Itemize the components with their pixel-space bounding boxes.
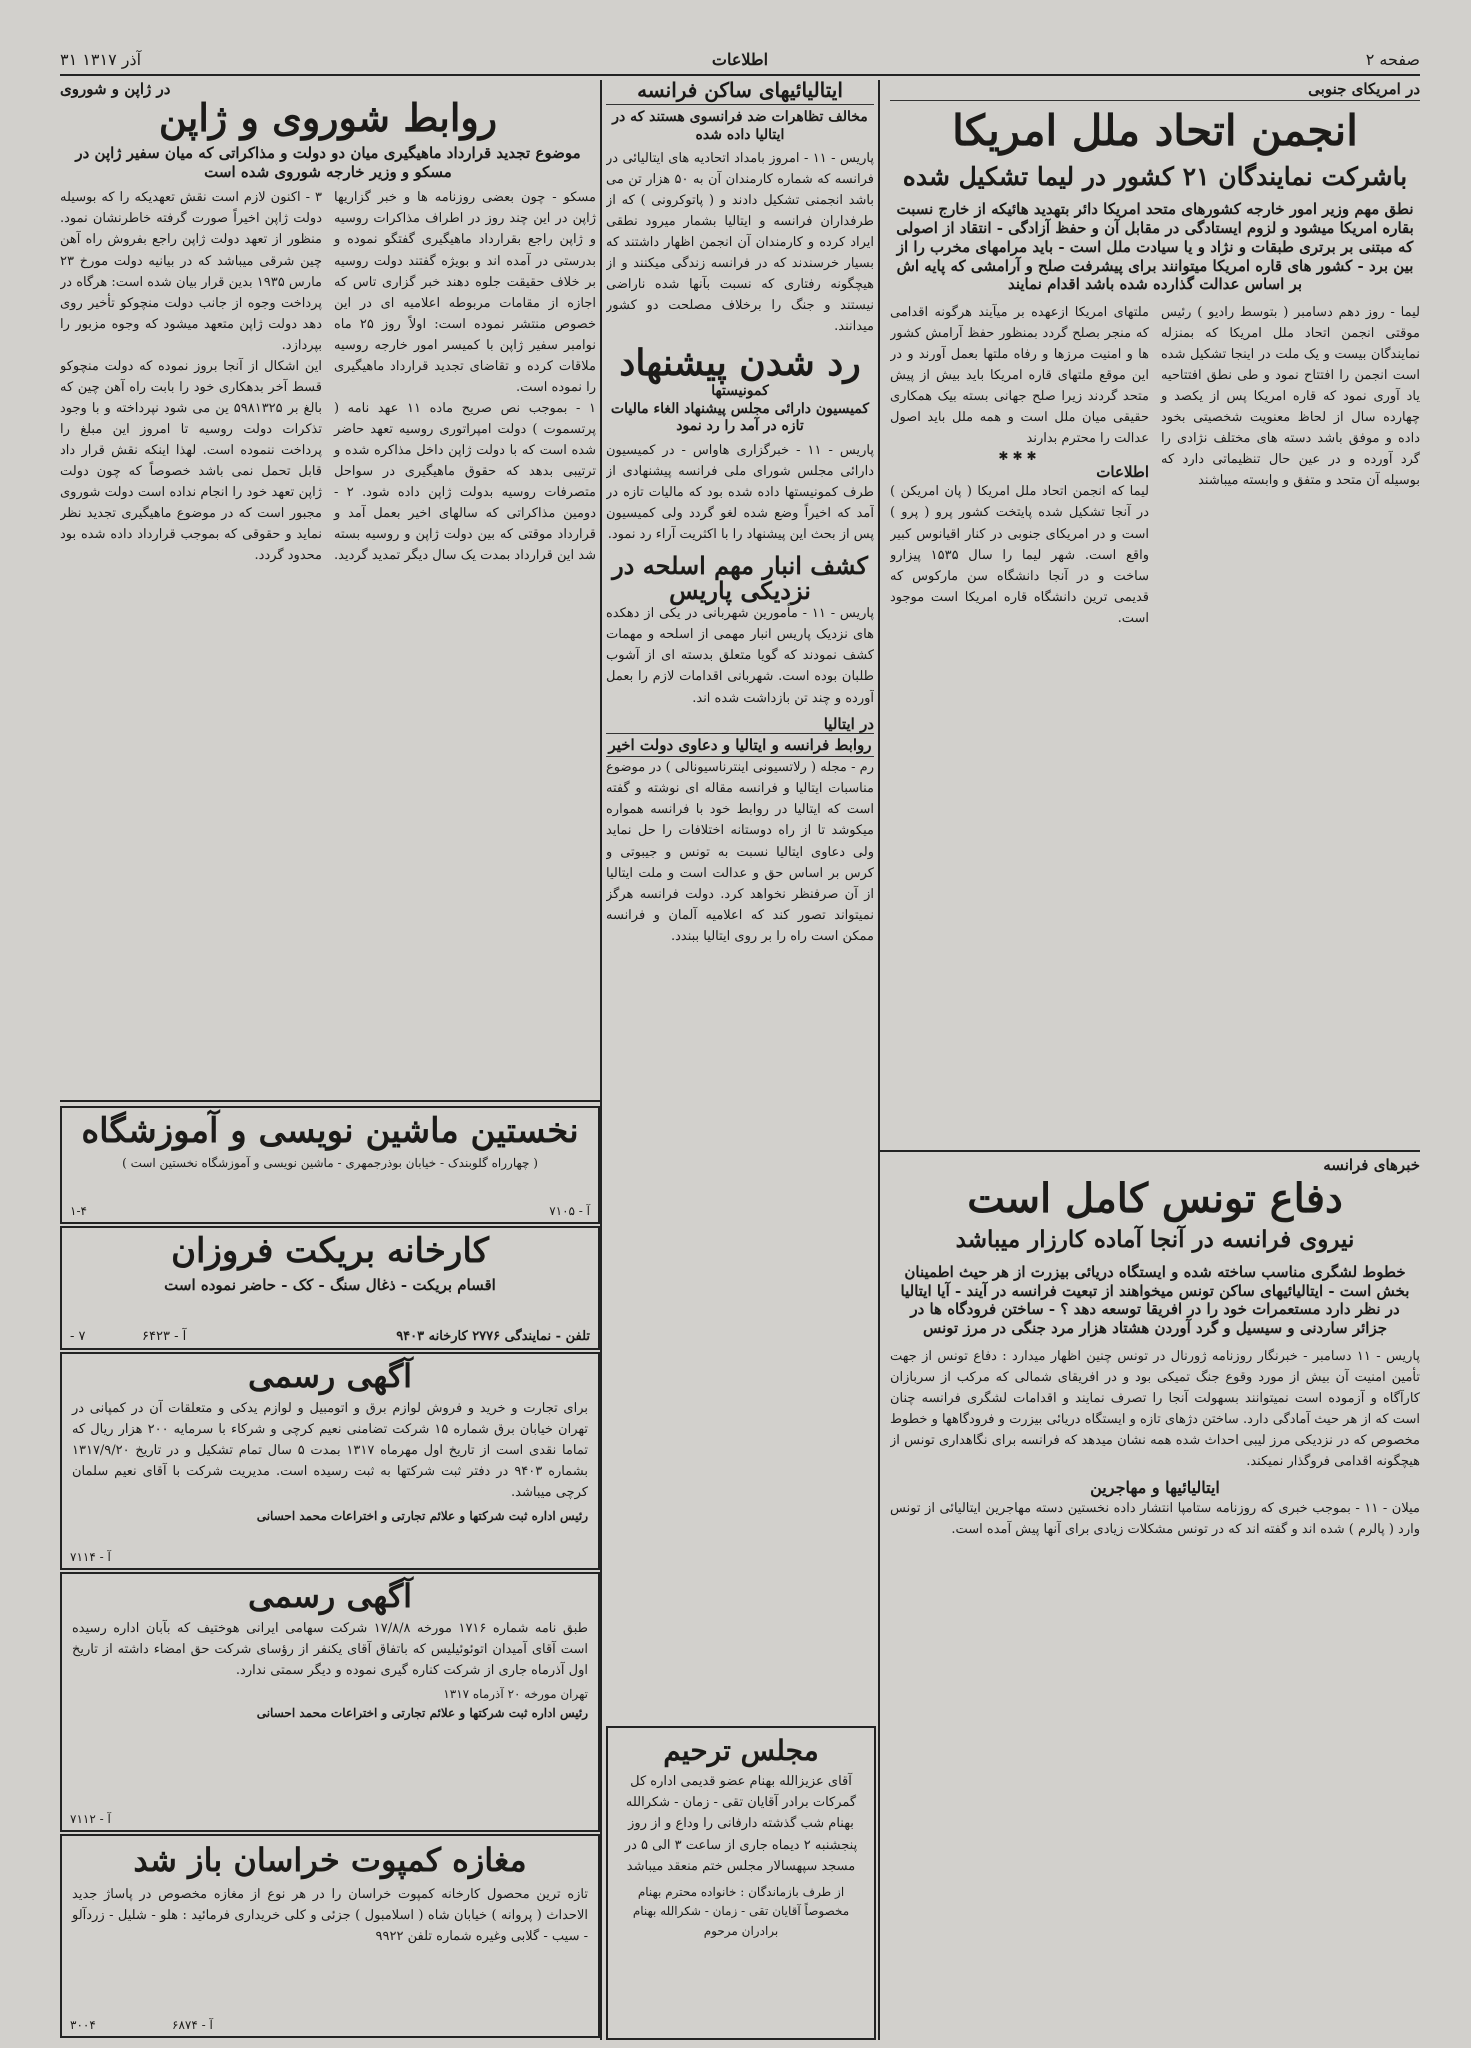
ad-phone: تلفن - نمایندگی ۲۷۷۶ کارخانه ۹۴۰۳ xyxy=(396,1329,590,1344)
lead: کمیسیون دارائی مجلس پیشنهاد الغاء مالیات تازه در آمد را رد نمود xyxy=(610,400,870,435)
lead: نطق مهم وزیر امور خارجه کشورهای متحد امریکا دائر بتهدید هائیکه از خارج نسبت بقاره امریکا میشود و لزوم ایستادگی در مقابل آن و حفظ آزادگی - انتقاد از اصولی که مبتنی بر برتری طبقات و نژاد و یا سیادت ملل است - باید مرامهای مخرب را از بین برد - کشور های قاره امریکا میتوانند برای پیشرفت صلح و آرامشی که پایه اش بر اساس عدالت گذارده شده باشد اقدام نمایند xyxy=(896,200,1414,294)
news-label: اطلاعات xyxy=(1096,463,1149,482)
mourning-notice xyxy=(606,1726,876,2040)
ad-compote-shop xyxy=(60,1834,600,2038)
notice-signature: از طرف بازماندگان : خانواده محترم بهنام مخصوصاً آقایان تقی - زمان - شکرالله بهنام برادران مرحوم xyxy=(632,1884,850,1938)
ad-date: تهران مورخه ۲۰ آذرماه ۱۳۱۷ xyxy=(443,1686,588,1701)
lead: مخالف تظاهرات ضد فرانسوی هستند که در ایتالیا داده شده xyxy=(612,109,868,143)
ad-text: اقسام بریکت - ذغال سنگ - کک - حاضر نموده است xyxy=(164,1275,496,1294)
column-rule xyxy=(600,80,602,2040)
subheadline: نیروی فرانسه در آنجا آماده کارزار میباشد xyxy=(955,1226,1355,1253)
headline: دفاع تونس کامل است xyxy=(967,1175,1343,1222)
issue-date: ۳۱ آذر ۱۳۱۷ xyxy=(60,50,142,69)
headline: کشف انبار مهم اسلحه در نزدیکی پاریس xyxy=(612,550,868,606)
article-body: پاریس - ۱۱ دسامبر - خبرنگار روزنامه ژورنال در تونس چنین اظهار میدارد : دفاع تونس از جهت تأمین امنیت آن بیش از مورد وقوع جنگ تمیکی بود و در افریقای شمالی که مرکب از سربازان کارآگاه و آزموده است نمیتوانند بسهولت آنجا را تصرف نمایند و اقدامات لشگری فرانسه چنان است که از هر حیث آمادگی دارد. ساختن دژهای تازه و ایستگاه دریائی بیزرت و فرودگاهها و خطوط مخصوص که در نزدیکی مرز لیبی احداث شده همه نشان میدهد که فرانسه برای نگاهداری تونس از هیچگونه اقدامی فروگذار نمیکند. xyxy=(890,1348,1420,1469)
ad-typing-school xyxy=(60,1106,600,1224)
ad-title: مغازه کمپوت خراسان باز شد xyxy=(133,1841,527,1879)
headline: ایتالیائیهای ساکن فرانسه xyxy=(606,80,874,105)
article-body: ۳ - اکنون لازم است نقش تعهدیکه را که بوسیله دولت ژاپن اخیراً صورت گرفته خاطرنشان نمود. منظور از تعهد دولت ژاپن راجع بفروش راه آهن چین شرقی میباشد که در بیانیه دولت مورخ ۲۳ مارس ۱۹۳۵ بدین قرار بیان شده است: هرگاه در پرداخت وجوه از جانب دولت منچوکو تأخیر روی دهد دولت ژاپن متعهد میشود که وجوه مزبور را بپردازد. xyxy=(60,190,322,353)
page-number: صفحه ۲ xyxy=(1365,50,1420,69)
ad-code: آ - ۶۸۷۴ xyxy=(172,2018,213,2032)
ad-title: آگهی رسمی xyxy=(247,1577,413,1615)
ad-title: آگهی رسمی xyxy=(247,1357,413,1395)
notice-text: آقای عزیزالله بهنام عضو قدیمی اداره کل گمرکات برادر آقایان تقی - زمان - شکرالله بهنام شب گذشته دارفانی را وداع و از روز پنجشنبه ۲ دیماه جاری از ساعت ۳ الی ۵ در مسجد سپهسالار مجلس ختم منعقد میباشد xyxy=(624,1774,858,1874)
ad-title: نخستین ماشین نویسی و آموزشگاه xyxy=(81,1111,579,1151)
ad-number: ۳۰۰۴ xyxy=(70,2018,96,2032)
headline: روابط فرانسه و ایتالیا و دعاوی دولت اخیر xyxy=(606,733,874,758)
article-body-continued: میلان - ۱۱ - بموجب خبری که روزنامه ستامپا انتشار داده نخستین دسته مهاجرین ایتالیائی از تونس وارد ( پالرم ) شده اند و گفته اند که در تونس مشکلات زیادی برای آنها پیش آمده است. xyxy=(890,1501,1420,1538)
article-tunisia xyxy=(890,1156,1420,2036)
ad-briquette-factory xyxy=(60,1226,600,1350)
ad-number: ۱-۴ xyxy=(70,1204,87,1218)
article-body-continued: ۱ - بموجب نص صریح ماده ۱۱ عهد نامه ( پرتسموت ) دولت امپراتوری روسیه تعهد حاضر شده است که با دولت ژاپن داخل مذاکره شده و ترتیبی بدهد که حقوق ماهیگیری در سواحل متصرفات روسیه بدولت ژاپن داده شود. ۲ - دومین مذاکراتی که سالهای اخیر بعمل آمد و قرارداد موقتی که بین دولت ژاپن و روسیه بسته شد این قرارداد بمدت یک سال دیگر تمدید گردید. xyxy=(334,400,596,564)
ad-number: ۷ - xyxy=(70,1329,86,1344)
notice-title: مجلس ترحیم xyxy=(663,1734,819,1767)
ad-text: برای تجارت و خرید و فروش لوازم برق و اتومبیل و لوازم یدکی و متعلقات آن در کمپانی در تهران خیابان برق شماره ۱۵ شرکت تضامنی نعیم کرچی و شرکاء با سرمایه ۲۰۰ هزار ریال که تماما نقدی است از تاریخ اول مهرماه ۱۳۱۷ بمدت ۵ سال تمام تشکیل و در تاریخ ۱۳۱۷/۹/۲۰ بشماره ۹۴۰۳ در دفتر ثبت شرکتها به ثبت رسیده است. مدیریت شرکت با آقای نعیم سلمان کرچی میباشد. xyxy=(72,1400,588,1500)
news-note: لیما که انجمن اتحاد ملل امریکا ( پان امریکن ) در آنجا تشکیل شده پایتخت کشور پرو ( پرو ) است و در امریکای جنوبی در کنار اقیانوس کبیر واقع است. شهر لیما را سال ۱۵۳۵ پیزارو ساخت و در آنجا دانشگاه سن مارکوس که قدیمی ترین دانشگاه قاره امریکا است موجود است. xyxy=(890,484,1150,626)
ad-code: آ - ۷۱۰۵ xyxy=(549,1204,590,1218)
middle-column xyxy=(606,80,874,1720)
article-body: لیما - روز دهم دسامبر ( بتوسط رادیو ) رئیس موقتی انجمن اتحاد ملل امریکا که بمنزله نمایندگان بیست و یک ملت در اینجا تشکیل شده است انجمن را افتتاح نمود و طی نطق افتتاحیه یاد آوری نمود که قاره امریکا پس از یکصد و چهارده سال از لحاظ معنویت شخصیتی بخود داده و موفق باشد دسته های مختلف نژادی را گرد آورده و در عین حال تنظیماتی دارد که بوسیله آن متحد و متفق و وابسته میباشند xyxy=(1161,305,1420,489)
ad-code: آ - ۷۱۱۴ xyxy=(70,1550,111,1564)
headline: روابط شوروی و ژاپن xyxy=(158,95,498,140)
column-rule xyxy=(878,80,880,2040)
section-kicker: در ژاپن و شوروی xyxy=(60,80,171,98)
article-body-continued: این اشکال از آنجا بروز نموده که دولت منچوکو قسط آخر بدهکاری خود را بابت راه آهن چین که بالغ بر ۵۹۸۱۳۲۵ ین می شود نپرداخته و با وجود تذکرات دولت روسیه تا امروز این مبلغ را پرداخت ننموده است. لهذا اینکه نقش قرار داد قابل تحمل نمی باشد خصوصاً که چون دولت ژاپن تعهد خود را انجام نداده است دولت شوروی مجبور است که در موضوع ماهیگیری تجدید نظر نماید و حقوقی که بموجب قرارداد داده شده بود محدود گردد. xyxy=(60,358,323,564)
ad-text: طبق نامه شماره ۱۷۱۶ مورخه ۱۷/۸/۸ شرکت سهامی ایرانی هوختیف که بآبان اداره رسیده است آقای آمیدان اتوئوئیلیس که باتفاق آقای یکنفر از رؤسای شرکت حق امضاء داشته از تاریخ اول آذرماه جاری از شرکت کناره گیری نموده و دیگر سمتی ندارد. xyxy=(72,1620,589,1678)
headline: رد شدن پیشنهاد xyxy=(619,342,861,385)
ad-signature: رئیس اداره ثبت شرکتها و علائم تجارتی و اختراعات محمد احسانی xyxy=(256,1706,588,1721)
headline: انجمن اتحاد ملل امریکا xyxy=(952,106,1358,155)
article-body: پاریس - ۱۱ - امروز بامداد اتحادیه های ایتالیائی در فرانسه که شماره کارمندان آن به ۵۰ هزار تن می باشد انجمنی تشکیل دادند و ( پاتوکرونی ) که از طرفداران فرانسه و ایتالیا بشمار میرود نطقی ایراد کرده و کارمندان آن انجمن اظهار داشتند که بسیار خرسندند که در فرانسه زندگی میکنند و از هیچگونه رفتاری که نسبت بآنها شده ناراضی نیستند و جنگ را برخلاف مصلحت دو کشور میدانند. xyxy=(606,151,874,335)
ad-signature: رئیس اداره ثبت شرکتها و علائم تجارتی و اختراعات محمد احسانی xyxy=(256,1508,588,1523)
ad-code: آ - ۶۴۲۳ xyxy=(142,1329,187,1344)
section-rule xyxy=(60,1100,600,1102)
ad-official-notice-1 xyxy=(60,1352,600,1570)
section-kicker: در ایتالیا xyxy=(823,714,874,733)
lead: موضوع تجدید قرارداد ماهیگیری میان دو دولت و مذاکراتی که میان سفیر ژاپن در مسکو و وزیر خارجه شوروی شده است xyxy=(75,143,581,181)
article-body-continued: ملتهای امریکا ازعهده بر میآیند هرگونه اقدامی که منجر بصلح گردد بمنظور حفظ آرامش کشور ها و امنیت مرزها و رفاه ملتها بعمل آورند و در این موقع ملتهای قاره امریکا باید بیش از پیش متحد گردند زیرا صلح جهانی بسته بیک همکاری حقیقی میان ملل است و همه ملل باید اصول عدالت را محترم بدارند xyxy=(890,305,1149,447)
ad-text: ( چهارراه گلوبندک - خیابان بوذرجمهری - ماشین نویسی و آموزشگاه نخستین است ) xyxy=(122,1155,538,1170)
subheading: ایتالیائیها و مهاجرین xyxy=(1090,1478,1220,1498)
article-body: رم - مجله ( رلاتسیونی اینترناسیونالی ) در موضوع مناسبات ایتالیا و فرانسه مقاله ای نوشته و گفته است که ایتالیا در روابط خود با فرانسه همواره میکوشد تا از راه دوستانه اختلافات را حل نماید ولی دعاوی ایتالیا نسبت به تونس و جیبوتی و کرس بر اساس حق و عدالت است و ملت ایتالیا از آن صرفنظر نخواهد کرد. دولت فرانسه هرگز نمیتواند تصور کند که اعلامیه آلمان و فرانسه ممکن است راه را بر روی ایتالیا ببندد. xyxy=(606,760,874,944)
lead: خطوط لشگری مناسب ساخته شده و ایستگاه دریائی بیزرت از هر حیث اطمینان بخش است - ایتالیائیهای ساکن تونس میخواهند از تبعیت فرانسه در آیند - آیا ایتالیا در نظر دارد مستعمرات خود را در افریقا توسعه دهد ؟ - ساختن فرودگاه ها در جزائر ساردنی و سیسیل و گرد آوردن هشتاد هزار مرد جنگی در مرز تونس xyxy=(900,1262,1410,1337)
article-body: پاریس - ۱۱ - خبرگزاری هاواس - در کمیسیون دارائی مجلس شورای ملی فرانسه پیشنهادی از طرف کمونیستها داده شده بود که مالیات تازه در آمد که اخیراً وضع شده لغو گردد ولی کمیسیون پس از بحث این پیشنهاد را با اکثریت آراء رد نمود. xyxy=(606,442,874,542)
article-body: مسکو - چون بعضی روزنامه ها و خبر گزاریها ژاپن در این چند روز در اطراف مذاکرات روسیه و ژاپن راجع بقرارداد ماهیگیری گفتگو نموده و بدرستی در آمده اند و بویژه گفتند دولت روسیه بر خلاف حقیقت جلوه دهند خبر گزاری تاس که اجازه از مقامات مربوطه اعلامیه ای در این خصوص منتشر نموده است: اولاً روز ۲۵ ماه نوامبر سفیر ژاپن با کمیسر امور خارجه روسیه ملاقات کرده و تقاضای تجدید قرارداد ماهیگیری را نموده است. xyxy=(334,190,596,395)
newspaper-name: اطلاعات xyxy=(711,50,769,69)
section-kicker: خبرهای فرانسه xyxy=(1323,1156,1420,1174)
article-soviet-japan xyxy=(60,80,596,1096)
ad-title: کارخانه بریکت فروزان xyxy=(171,1231,489,1271)
ad-official-notice-2 xyxy=(60,1572,600,1832)
ad-code: آ - ۷۱۱۲ xyxy=(70,1812,111,1826)
page-header xyxy=(60,48,1420,76)
section-kicker: در امریکای جنوبی xyxy=(890,80,1420,101)
ad-text: تازه ترین محصول کارخانه کمپوت خراسان را در هر نوع از مغازه مخصوص در پاساژ جدید الاحداث ( پروانه ) خیابان شاه ( اسلامبول ) جزئی و کلی خریداری فرمائید : هلو - شلیل - زردآلو - سیب - گلابی وغیره شماره تلفن ۹۹۲۲ xyxy=(72,1886,588,1944)
section-rule xyxy=(880,1150,1420,1152)
article-body: پاریس - ۱۱ - مأمورین شهربانی در یکی از دهکده های نزدیک پاریس انبار مهمی از اسلحه و مهمات کشف نمودند که گویا متعلق بدسته ای از آشوب طلبان بوده است. شهربانی اقدامات لازم را بعمل آورده و چند تن بازداشت شده اند. xyxy=(606,606,874,706)
subheadline: باشرکت نمایندگان ۲۱ کشور در لیما تشکیل شده xyxy=(902,162,1408,192)
article-pan-american xyxy=(890,80,1420,1148)
divider-stars: ✱✱✱ xyxy=(998,449,1041,464)
kicker: کمونیستها xyxy=(711,383,769,400)
